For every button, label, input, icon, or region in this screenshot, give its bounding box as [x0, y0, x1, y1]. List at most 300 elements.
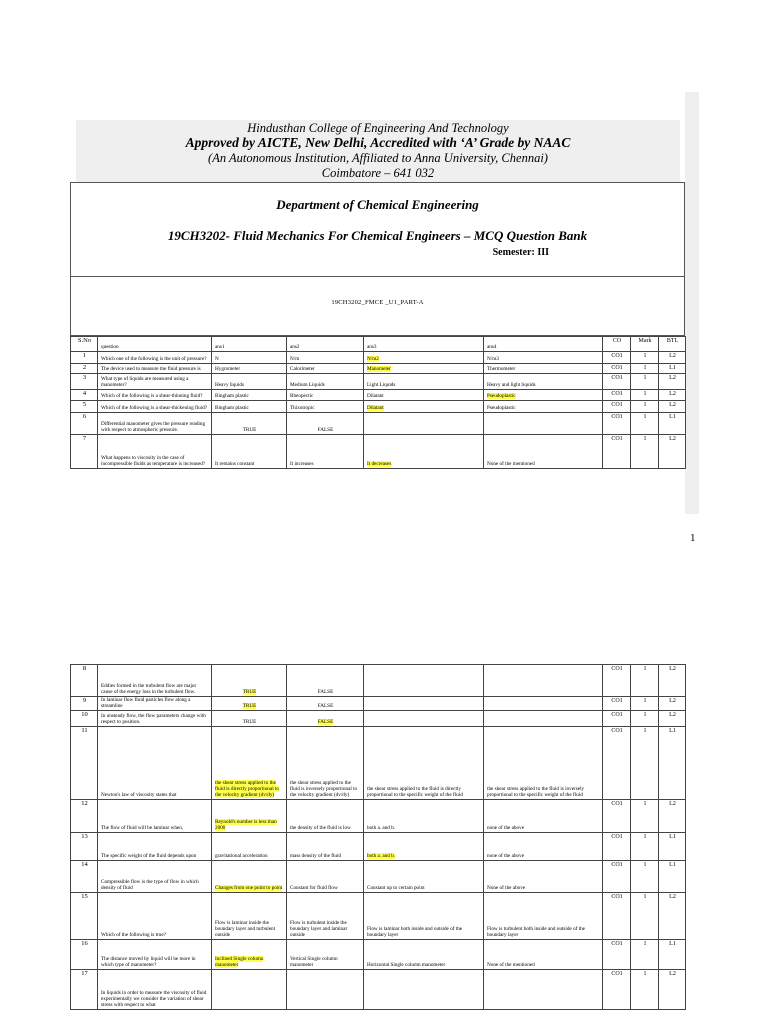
table-row — [71, 413, 686, 435]
question-cell — [98, 390, 212, 401]
column-header-text: Mark — [638, 338, 652, 344]
answer-2-cell-text: FALSE — [317, 703, 334, 710]
question-cell — [98, 800, 212, 833]
mark-cell — [631, 893, 659, 940]
co-cell-text: CO1 — [611, 375, 623, 381]
answer-3-cell — [364, 390, 484, 401]
co-cell-text: CO1 — [611, 834, 623, 841]
answer-2-cell — [287, 861, 364, 893]
mark-cell-text: 1 — [643, 801, 647, 808]
btl-cell — [659, 697, 686, 711]
table-row — [71, 435, 686, 469]
question-cell — [98, 940, 212, 970]
answer-3-cell — [364, 800, 484, 833]
answer-3-cell — [364, 665, 484, 697]
semester-label: Semester: III — [492, 247, 549, 258]
answer-4-cell-text: Pseudoplastic — [487, 404, 516, 411]
column-header-text: CO — [612, 338, 622, 344]
column-header — [98, 337, 212, 352]
co-cell-text: CO1 — [611, 436, 623, 442]
btl-cell-text: L2 — [669, 375, 676, 381]
co-cell — [603, 861, 631, 893]
serial-number — [71, 352, 98, 364]
answer-1-cell — [212, 970, 287, 1010]
btl-cell — [659, 833, 686, 861]
table-row — [71, 970, 686, 1010]
answer-1-cell-text: gravitational acceleration — [215, 853, 268, 860]
answer-3-cell — [364, 711, 484, 727]
table-row — [71, 711, 686, 727]
mark-cell-text: 1 — [643, 894, 647, 901]
btl-cell — [659, 893, 686, 940]
answer-2-cell — [287, 697, 364, 711]
serial-number — [71, 711, 98, 727]
serial-number-text: 5 — [82, 401, 87, 408]
title-box — [70, 182, 685, 276]
mark-cell — [631, 940, 659, 970]
answer-4-cell — [484, 727, 603, 800]
question-cell — [98, 401, 212, 413]
table-row — [71, 727, 686, 800]
question-cell-text: Differential manometer gives the pressure reading with respect to atmospheric pressure. — [101, 420, 206, 433]
answer-3-cell — [364, 940, 484, 970]
mark-cell-text: 1 — [643, 375, 647, 381]
question-cell-text: The specific weight of the fluid depends upon — [101, 853, 197, 860]
serial-number — [71, 435, 98, 469]
answer-3-cell-text: Dilatant — [367, 404, 384, 411]
btl-cell — [659, 390, 686, 401]
question-cell-text: Which one of the following is the unit of pressure? — [101, 355, 207, 362]
answer-1-cell-text: Bingham plastic — [215, 392, 249, 399]
co-cell — [603, 727, 631, 800]
mark-cell — [631, 665, 659, 697]
mark-cell — [631, 435, 659, 469]
answer-4-cell-text: Heavy and light liquids — [487, 381, 536, 388]
answer-1-cell-text: Hygrometer — [215, 365, 241, 372]
mark-cell — [631, 861, 659, 893]
answer-3-cell — [364, 893, 484, 940]
serial-number — [71, 800, 98, 833]
answer-2-cell-text: Medium Liquids — [290, 381, 325, 388]
answer-3-cell — [364, 413, 484, 435]
btl-cell-text: L1 — [669, 365, 676, 371]
mark-cell-text: 1 — [643, 698, 647, 704]
co-cell — [603, 413, 631, 435]
answer-3-cell — [364, 727, 484, 800]
answer-1-cell — [212, 800, 287, 833]
question-cell-text: Which of the following is a shear-thickening fluid? — [101, 404, 208, 411]
answer-2-cell — [287, 970, 364, 1010]
answer-1-cell — [212, 711, 287, 727]
answer-2-cell-text: N/m — [290, 355, 300, 362]
answer-2-cell-text: Thixotropic — [290, 404, 315, 411]
mark-cell — [631, 401, 659, 413]
co-cell — [603, 970, 631, 1010]
answer-2-cell — [287, 374, 364, 390]
mark-cell — [631, 413, 659, 435]
table-row — [71, 364, 686, 374]
serial-number — [71, 413, 98, 435]
answer-2-cell-text: Flow is turbulent inside the boundary layer and laminar outside — [290, 919, 348, 939]
answer-3-cell-text: both a. and b. — [367, 825, 396, 832]
mark-cell-text: 1 — [643, 391, 647, 397]
co-cell — [603, 833, 631, 861]
answer-3-cell-text: Horizontal Single column manometer — [367, 962, 446, 969]
answer-1-cell-text: Heavy liquids — [215, 381, 244, 388]
mark-cell-text: 1 — [643, 365, 647, 371]
bottom-fade — [0, 1010, 768, 1024]
answer-1-cell-text: TRUE — [242, 719, 257, 726]
answer-2-cell-text: Calorimeter — [290, 365, 315, 372]
question-cell-text: Which of the following is true? — [101, 932, 166, 939]
question-cell — [98, 364, 212, 374]
answer-1-cell-text: It remains constant — [215, 460, 255, 467]
question-cell-text: In liquids in order to measure the viscosity of fluid experimentally we consider the variation of shear stress with respect to what — [101, 989, 207, 1009]
btl-cell — [659, 940, 686, 970]
answer-1-cell-text: TRUE — [242, 426, 257, 433]
table-row — [71, 940, 686, 970]
co-cell-text: CO1 — [611, 402, 623, 408]
answer-1-cell — [212, 413, 287, 435]
mark-cell — [631, 833, 659, 861]
co-cell-text: CO1 — [611, 728, 623, 735]
answer-1-cell-text: N — [215, 355, 219, 362]
answer-3-cell-text: the shear stress applied to the fluid is directly proportional to the specific weight of the fluid — [367, 786, 463, 799]
answer-1-cell — [212, 833, 287, 861]
mark-cell — [631, 970, 659, 1010]
btl-cell — [659, 364, 686, 374]
answer-3-cell-text: Manometer — [367, 365, 391, 372]
answer-4-cell-text: None of the above — [487, 885, 526, 892]
mark-cell-text: 1 — [643, 402, 647, 408]
serial-number — [71, 364, 98, 374]
question-cell — [98, 374, 212, 390]
table-row — [71, 893, 686, 940]
mark-cell — [631, 390, 659, 401]
answer-1-cell — [212, 893, 287, 940]
question-cell — [98, 833, 212, 861]
answer-2-cell — [287, 893, 364, 940]
co-cell-text: CO1 — [611, 941, 623, 948]
table-row — [71, 374, 686, 390]
serial-number-text: 10 — [81, 711, 88, 719]
btl-cell — [659, 970, 686, 1010]
mark-cell — [631, 352, 659, 364]
question-cell — [98, 413, 212, 435]
question-cell-text: Which of the following is a shear-thinning fluid? — [101, 392, 203, 399]
course-title: 19CH3202- Fluid Mechanics For Chemical Engineers – MCQ Question Bank — [167, 228, 588, 243]
co-cell-text: CO1 — [611, 862, 623, 869]
serial-number-text: 14 — [81, 861, 88, 869]
btl-cell — [659, 727, 686, 800]
btl-cell-text: L2 — [669, 436, 676, 442]
answer-2-cell-text: It increases — [290, 460, 314, 467]
answer-2-cell-text: FALSE — [317, 688, 334, 695]
paper-code-box — [70, 276, 685, 336]
question-cell — [98, 711, 212, 727]
question-cell-text: The device used to measure the fluid pressure is — [101, 365, 201, 372]
mark-cell-text: 1 — [643, 728, 647, 735]
answer-2-cell-text: Rheopectic — [290, 392, 314, 399]
answer-1-cell-text: Flow is laminar inside the boundary layer and turbulent outside — [215, 919, 276, 939]
answer-1-cell — [212, 861, 287, 893]
mark-cell — [631, 364, 659, 374]
answer-2-cell-text: FALSE — [317, 719, 334, 726]
answer-2-cell — [287, 940, 364, 970]
co-cell — [603, 893, 631, 940]
btl-cell — [659, 665, 686, 697]
mark-cell-text: 1 — [643, 436, 647, 442]
question-cell — [98, 893, 212, 940]
location-line: Coimbatore – 641 032 — [321, 166, 435, 180]
btl-cell-text: L2 — [669, 402, 676, 408]
mark-cell-text: 1 — [643, 862, 647, 869]
question-cell — [98, 665, 212, 697]
serial-number-text: 13 — [81, 833, 88, 841]
answer-2-cell — [287, 727, 364, 800]
co-cell — [603, 364, 631, 374]
btl-cell — [659, 413, 686, 435]
answer-2-cell — [287, 435, 364, 469]
answer-4-cell — [484, 401, 603, 413]
answer-3-cell-text: N/m2 — [367, 355, 379, 362]
answer-4-cell-text: Thermometer — [487, 365, 516, 372]
question-cell-text: Newton's law of viscosity states that — [101, 792, 177, 799]
column-header — [659, 337, 686, 352]
answer-4-cell — [484, 413, 603, 435]
co-cell-text: CO1 — [611, 971, 623, 978]
co-cell-text: CO1 — [611, 712, 623, 719]
btl-cell-text: L2 — [669, 698, 676, 704]
answer-2-cell — [287, 401, 364, 413]
serial-number-text: 16 — [81, 940, 88, 948]
answer-1-cell-text: Changes from one point to point — [215, 885, 283, 892]
btl-cell-text: L1 — [669, 728, 676, 735]
answer-4-cell — [484, 800, 603, 833]
column-header-text: ans2 — [290, 343, 300, 350]
column-header — [287, 337, 364, 352]
college-header — [76, 120, 680, 182]
mark-cell — [631, 800, 659, 833]
mark-cell-text: 1 — [643, 666, 647, 672]
btl-cell-text: L2 — [669, 801, 676, 808]
btl-cell-text: L2 — [669, 666, 676, 672]
serial-number — [71, 861, 98, 893]
answer-2-cell-text: Vertical Single column manometer — [290, 956, 338, 969]
serial-number-text: 6 — [82, 413, 87, 420]
serial-number-text: 8 — [82, 665, 87, 672]
btl-cell-text: L1 — [669, 862, 676, 869]
question-cell-text: In laminar flow fluid particles flow along a streamline — [101, 697, 191, 710]
column-header — [71, 337, 98, 352]
table-row — [71, 390, 686, 401]
co-cell — [603, 374, 631, 390]
co-cell — [603, 697, 631, 711]
co-cell — [603, 940, 631, 970]
btl-cell — [659, 352, 686, 364]
btl-cell — [659, 711, 686, 727]
answer-4-cell — [484, 893, 603, 940]
answer-3-cell — [364, 861, 484, 893]
mark-cell — [631, 727, 659, 800]
answer-2-cell-text: FALSE — [317, 426, 334, 433]
serial-number — [71, 833, 98, 861]
answer-4-cell-text: the shear stress applied to the fluid is inversely proportional to the specific weight of the fluid — [487, 786, 585, 799]
answer-4-cell-text: None of the mentioned — [487, 962, 535, 969]
serial-number-text: 1 — [82, 352, 87, 359]
question-cell — [98, 970, 212, 1010]
question-cell — [98, 352, 212, 364]
question-cell — [98, 727, 212, 800]
btl-cell-text: L1 — [669, 414, 676, 420]
column-header-text: ans4 — [487, 343, 497, 350]
co-cell — [603, 711, 631, 727]
answer-4-cell-text: none of the above — [487, 853, 525, 860]
serial-number — [71, 893, 98, 940]
question-table-page-1 — [70, 336, 686, 469]
answer-3-cell — [364, 697, 484, 711]
btl-cell — [659, 401, 686, 413]
answer-4-cell — [484, 390, 603, 401]
answer-3-cell-text: Flow is laminar both inside and outside of the boundary layer — [367, 926, 463, 939]
answer-1-cell — [212, 364, 287, 374]
serial-number — [71, 697, 98, 711]
answer-4-cell — [484, 364, 603, 374]
co-cell-text: CO1 — [611, 414, 623, 420]
co-cell-text: CO1 — [611, 391, 623, 397]
answer-4-cell — [484, 970, 603, 1010]
serial-number-text: 2 — [82, 364, 87, 371]
answer-4-cell-text: None of the mentioned — [487, 460, 535, 467]
table-row — [71, 697, 686, 711]
co-cell-text: CO1 — [611, 801, 623, 808]
table-row — [71, 833, 686, 861]
serial-number — [71, 390, 98, 401]
answer-3-cell-text: Light Liquids — [367, 381, 396, 388]
co-cell — [603, 352, 631, 364]
co-cell — [603, 401, 631, 413]
question-cell-text: The distance moved by liquid will be more in which type of manometer? — [101, 956, 196, 969]
column-header-text: question — [101, 343, 119, 350]
mark-cell-text: 1 — [643, 414, 647, 420]
serial-number — [71, 665, 98, 697]
serial-number — [71, 940, 98, 970]
answer-1-cell-text: TRUE — [242, 703, 257, 710]
affiliation-line: (An Autonomous Institution, Affiliated to Anna University, Chennai) — [208, 151, 548, 165]
serial-number-text: 4 — [82, 390, 87, 397]
answer-3-cell-text: both a. and b. — [367, 853, 396, 860]
answer-4-cell — [484, 665, 603, 697]
answer-1-cell-text: Bingham plastic — [215, 404, 249, 411]
question-cell-text: The flow of fluid will be laminar when, — [101, 825, 184, 832]
btl-cell-text: L2 — [669, 712, 676, 719]
co-cell-text: CO1 — [611, 353, 623, 359]
answer-1-cell — [212, 401, 287, 413]
question-table-page-2 — [70, 664, 686, 1010]
btl-cell-text: L2 — [669, 971, 676, 978]
question-cell-text: Eddies formed in the turbulent flow are major cause of the energy loss in the turbulent flow. — [101, 682, 197, 695]
paper-code: 19CH3202_FMCE _U1_PART-A — [331, 299, 424, 306]
answer-4-cell — [484, 711, 603, 727]
co-cell — [603, 435, 631, 469]
page-edge-shadow — [685, 92, 699, 514]
serial-number — [71, 727, 98, 800]
answer-3-cell — [364, 364, 484, 374]
btl-cell-text: L1 — [669, 941, 676, 948]
btl-cell — [659, 861, 686, 893]
table-row — [71, 401, 686, 413]
serial-number-text: 9 — [82, 697, 87, 704]
co-cell — [603, 665, 631, 697]
answer-2-cell — [287, 800, 364, 833]
btl-cell — [659, 374, 686, 390]
answer-1-cell — [212, 352, 287, 364]
answer-2-cell-text: mass density of the fluid — [290, 853, 342, 860]
answer-3-cell — [364, 352, 484, 364]
answer-1-cell-text: Inclined Single column manometer — [215, 956, 264, 969]
answer-1-cell-text: Reynold's number is less than 2000 — [215, 819, 277, 832]
answer-4-cell — [484, 374, 603, 390]
question-cell-text: What happens to viscosity in the case of incompressible fluids as temperature is increased? — [101, 454, 206, 467]
answer-2-cell — [287, 352, 364, 364]
answer-2-cell — [287, 665, 364, 697]
answer-1-cell — [212, 665, 287, 697]
column-header-text: ans1 — [215, 343, 225, 350]
table-row — [71, 861, 686, 893]
table-row — [71, 665, 686, 697]
answer-4-cell-text: Pseudoplastic — [487, 392, 516, 399]
co-cell-text: CO1 — [611, 365, 623, 371]
answer-2-cell — [287, 711, 364, 727]
serial-number — [71, 970, 98, 1010]
answer-1-cell-text: the shear stress applied to the fluid is directly proportional to the velocity gradient (dv/dy) — [215, 779, 279, 799]
serial-number-text: 12 — [81, 800, 88, 808]
column-header-text: S.No — [77, 337, 92, 344]
mark-cell — [631, 711, 659, 727]
question-cell — [98, 697, 212, 711]
answer-4-cell — [484, 940, 603, 970]
btl-cell-text: L1 — [669, 834, 676, 841]
table-row — [71, 800, 686, 833]
answer-2-cell — [287, 413, 364, 435]
co-cell-text: CO1 — [611, 666, 623, 672]
column-header-text: ans3 — [367, 343, 377, 350]
question-cell-text: In unsteady flow, the flow parameters change with respect to position. — [101, 713, 206, 726]
column-header — [484, 337, 603, 352]
answer-4-cell — [484, 861, 603, 893]
btl-cell-text: L2 — [669, 391, 676, 397]
accreditation-line: Approved by AICTE, New Delhi, Accredited with ‘A’ Grade by NAAC — [185, 135, 571, 150]
btl-cell — [659, 800, 686, 833]
serial-number-text: 3 — [82, 374, 87, 381]
answer-1-cell — [212, 940, 287, 970]
co-cell-text: CO1 — [611, 698, 623, 704]
answer-4-cell — [484, 352, 603, 364]
answer-3-cell — [364, 374, 484, 390]
department-title: Department of Chemical Engineering — [276, 197, 479, 212]
mark-cell-text: 1 — [643, 941, 647, 948]
page-number: 1 — [690, 532, 696, 544]
co-cell-text: CO1 — [611, 894, 623, 901]
answer-2-cell-text: Constant for fluid flow — [290, 885, 338, 892]
column-header-text: BTL — [666, 338, 679, 344]
answer-3-cell — [364, 435, 484, 469]
mark-cell — [631, 374, 659, 390]
answer-4-cell-text: N/m3 — [487, 355, 499, 362]
question-cell — [98, 435, 212, 469]
answer-4-cell — [484, 435, 603, 469]
answer-2-cell — [287, 833, 364, 861]
